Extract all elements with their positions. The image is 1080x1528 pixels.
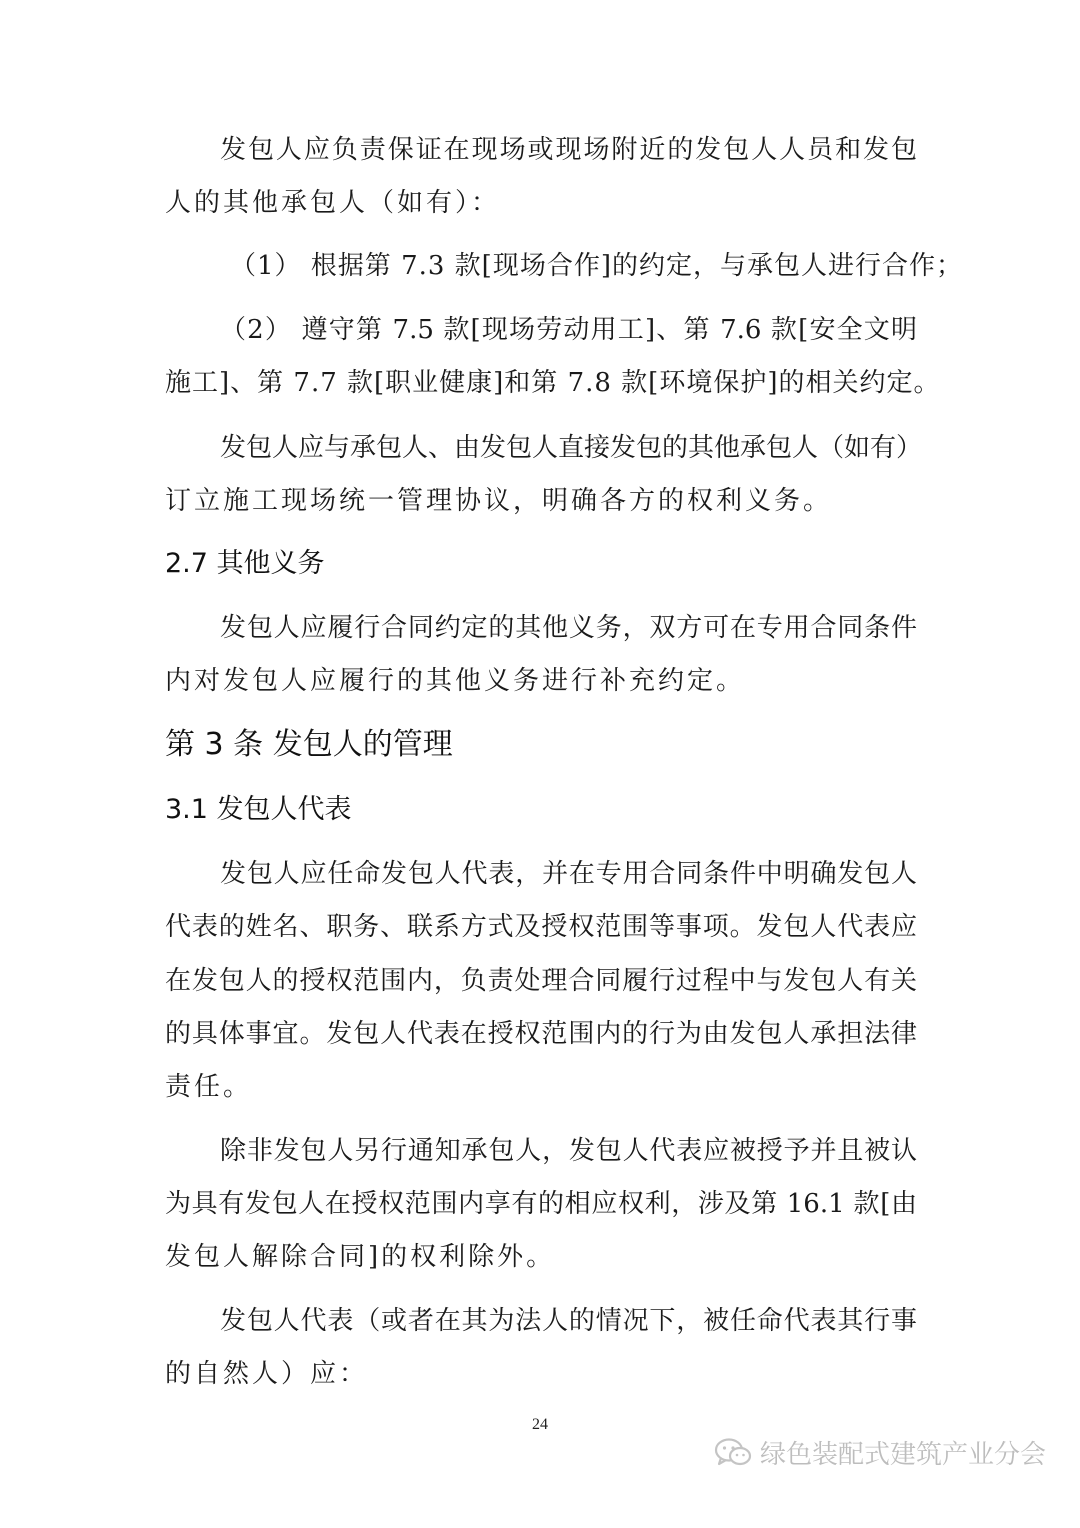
paragraph-line: 发包人应负责保证在现场或现场附近的发包人人员和发包 [220,135,917,165]
page-number: 24 [532,1416,548,1433]
paragraph-line: 施工]、第 7.7 款[职业健康]和第 7.8 款[环境保护]的相关约定。 [165,368,941,398]
paragraph-line: （1） 根据第 7.3 款[现场合作]的约定，与承包人进行合作； [230,251,963,281]
watermark [714,1434,1046,1471]
paragraph-line: 发包人代表（或者在其为法人的情况下，被任命代表其行事 [220,1306,917,1336]
watermark-text: 绿色装配式建筑产业分会 [759,1440,1046,1470]
paragraph-line: 发包人应任命发包人代表，并在专用合同条件中明确发包人 [220,859,917,889]
paragraph-line: 代表的姓名、职务、联系方式及授权范围等事项。发包人代表应 [165,912,917,942]
section-heading-2-7: 2.7 其他义务 [165,548,325,579]
paragraph-line: 责任。 [165,1072,253,1102]
paragraph-line: 人的其他承包人（如有）： [165,188,501,218]
article-heading-3: 第 3 条 发包人的管理 [165,727,453,762]
paragraph-line: 除非发包人另行通知承包人，发包人代表应被授予并且被认 [220,1136,917,1166]
paragraph-line: 发包人应与承包人、由发包人直接发包的其他承包人（如有） [220,433,923,463]
paragraph-line: 发包人解除合同]的权利除外。 [165,1242,556,1272]
paragraph-line: 的自然人）应： [165,1359,369,1389]
paragraph-line: 发包人应履行合同约定的其他义务，双方可在专用合同条件 [220,613,917,643]
wechat-icon [714,1437,752,1469]
paragraph-line: 订立施工现场统一管理协议，明确各方的权利义务。 [165,486,833,516]
paragraph-line: 内对发包人应履行的其他义务进行补充约定。 [165,666,746,696]
paragraph-line: 为具有发包人在授权范围内享有的相应权利，涉及第 16.1 款[由 [165,1189,917,1219]
section-heading-3-1: 3.1 发包人代表 [165,794,352,825]
paragraph-line: （2） 遵守第 7.5 款[现场劳动用工]、第 7.6 款[安全文明 [220,315,917,345]
paragraph-line: 的具体事宜。发包人代表在授权范围内的行为由发包人承担法律 [165,1019,917,1049]
paragraph-line: 在发包人的授权范围内，负责处理合同履行过程中与发包人有关 [165,966,917,996]
